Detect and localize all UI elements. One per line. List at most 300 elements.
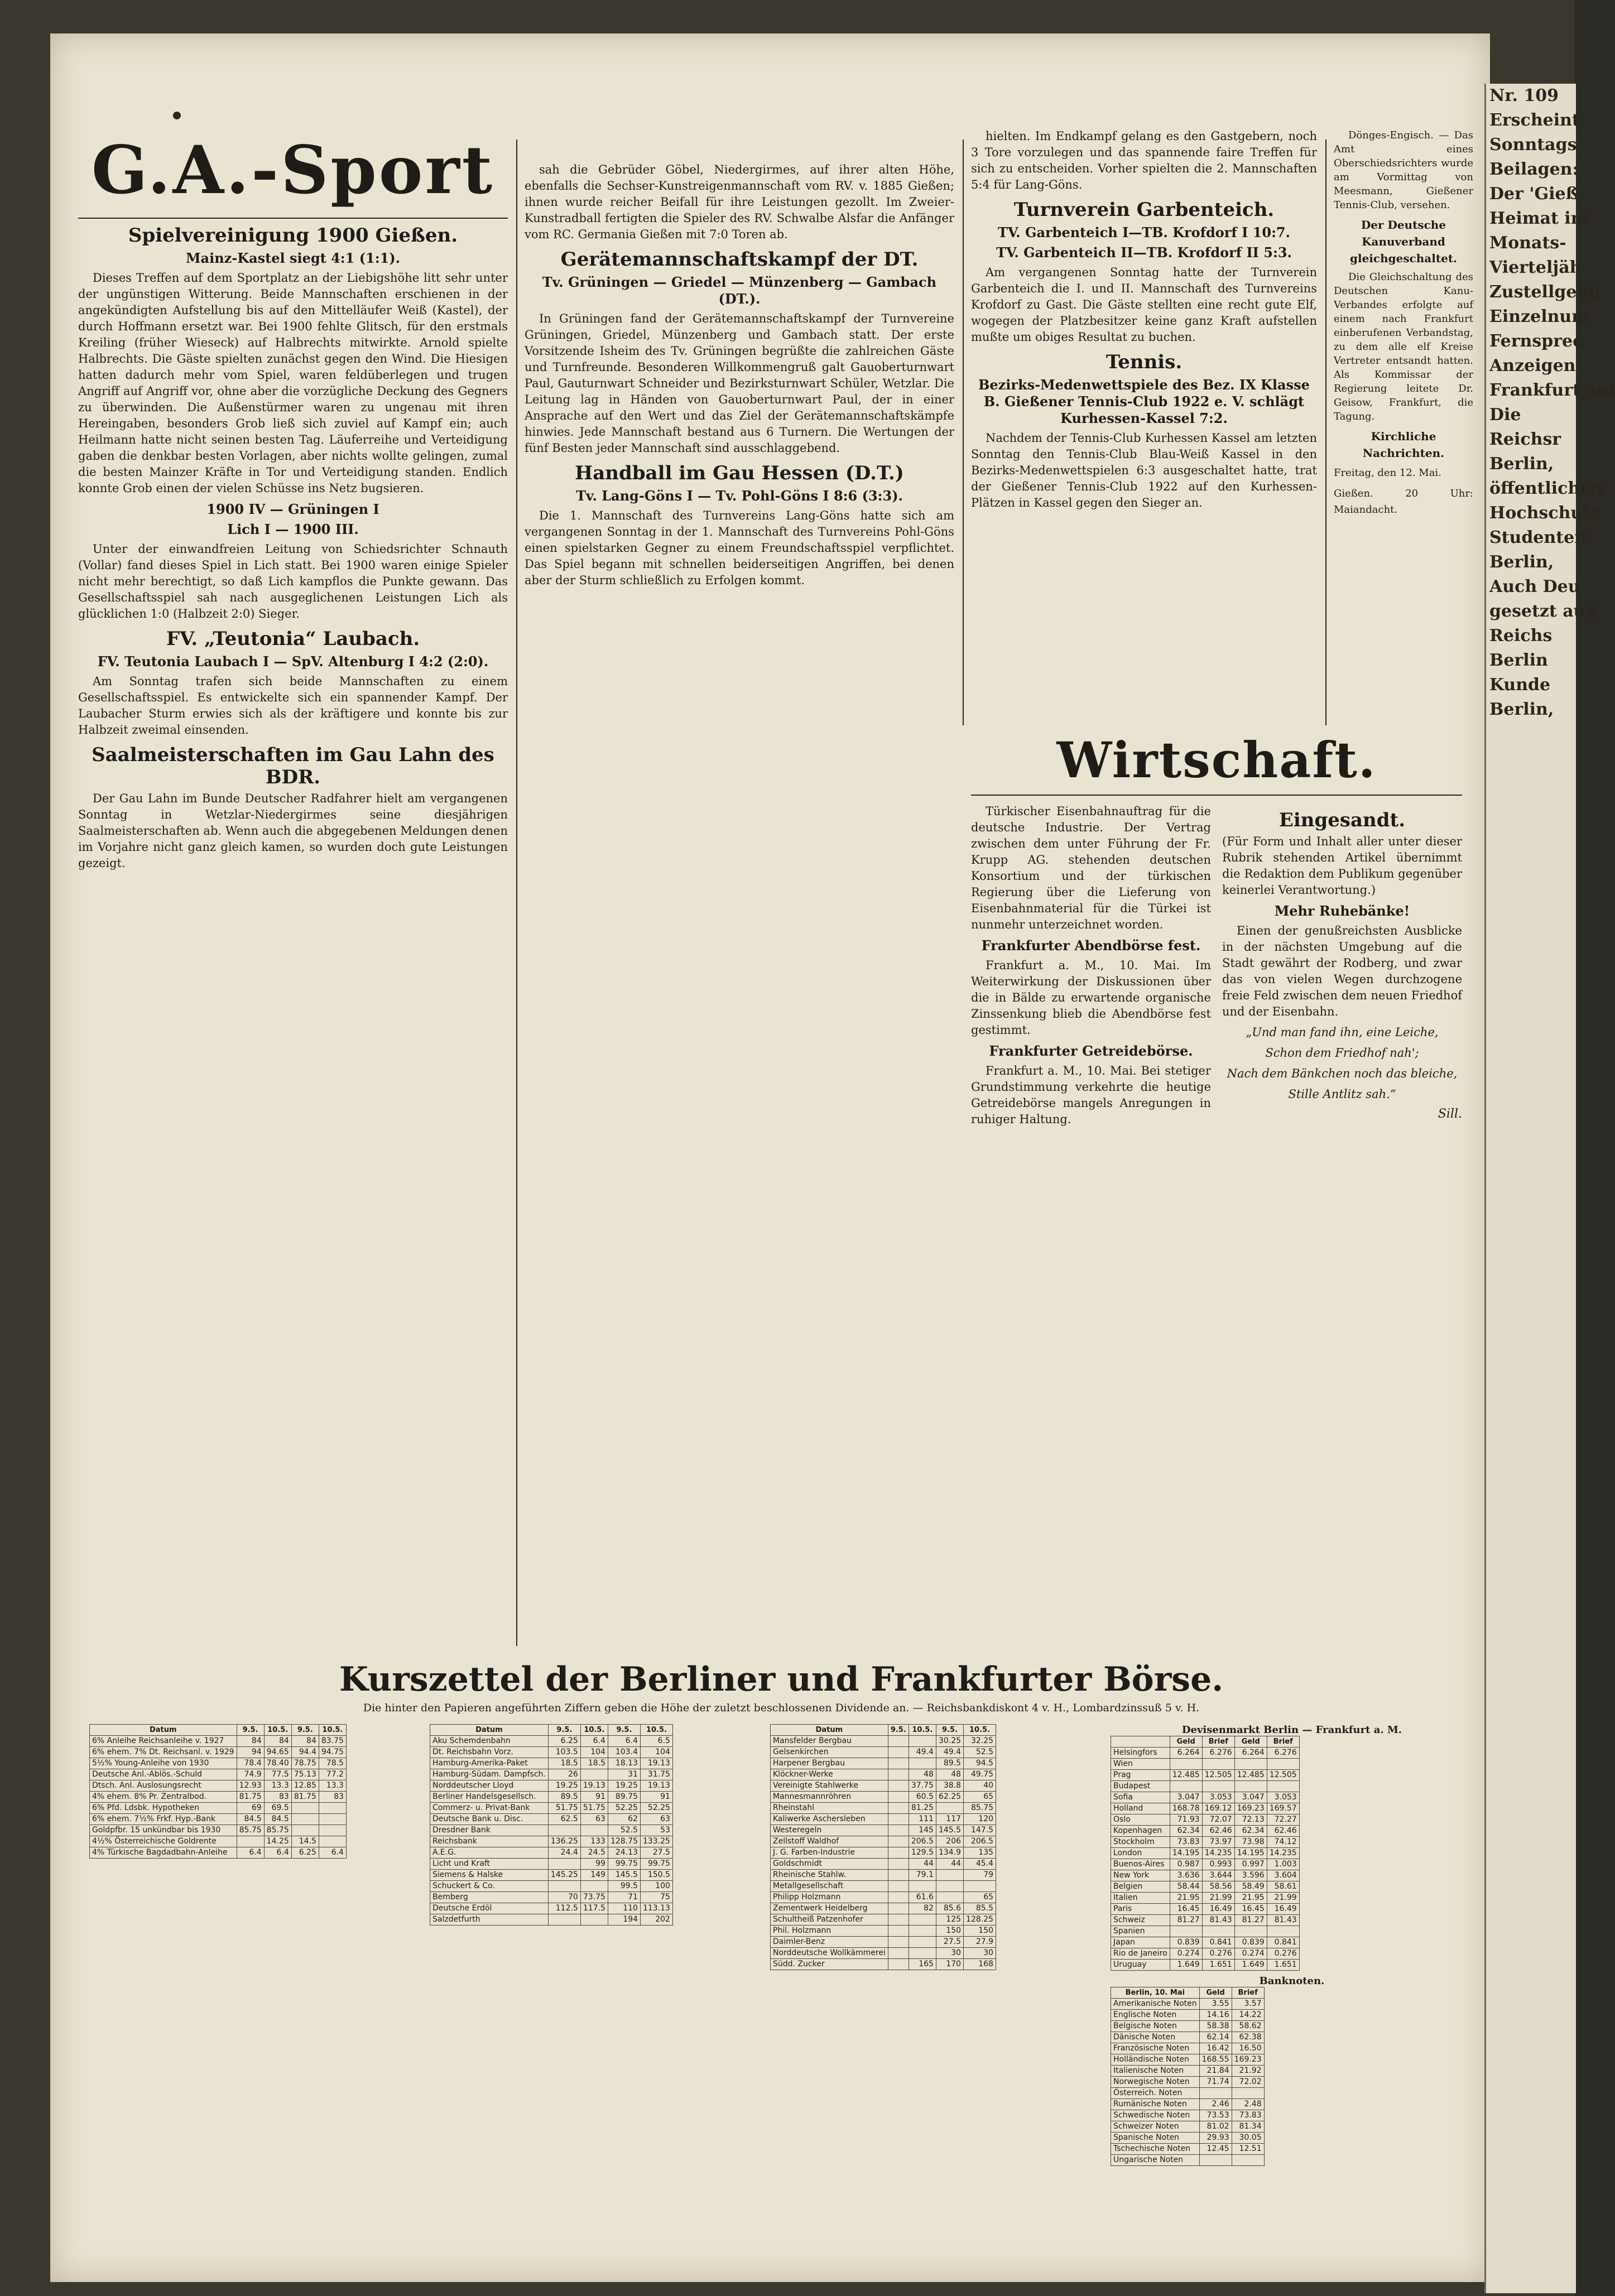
next-page-fragment: Monats- <box>1489 233 1566 253</box>
table-row <box>430 1914 673 1926</box>
price-cell: 79 <box>964 1870 996 1881</box>
price-cell <box>909 1926 936 1937</box>
price-cell: 84.5 <box>237 1814 264 1825</box>
price-cell: 72.27 <box>1267 1814 1299 1826</box>
price-cell: 81.75 <box>291 1792 319 1803</box>
price-cell: 2.48 <box>1232 2099 1264 2110</box>
price-cell <box>1234 1781 1267 1792</box>
price-cell: 99 <box>580 1859 608 1870</box>
table-row <box>1111 1792 1300 1803</box>
price-cell: 58.56 <box>1202 1881 1234 1893</box>
price-cell <box>888 1959 909 1970</box>
security-name: J. G. Farben-Industrie <box>771 1847 888 1859</box>
paragraph: Frankfurt a. M., 10. Mai. Im Weiterwirkung der Diskussionen über die in Bälde zu erwartende organische Zinssenkung blieb die Abendbörse fest gestimmt. <box>971 959 1211 1037</box>
price-cell <box>1202 1781 1234 1792</box>
security-name: Italien <box>1111 1893 1170 1904</box>
table-header-cell: 10.5. <box>580 1725 608 1736</box>
security-name: Kopenhagen <box>1111 1826 1170 1837</box>
price-cell: 81.43 <box>1202 1915 1234 1926</box>
subhead-turnverein-2: TV. Garbenteich II—TB. Krofdorf II 5:3. <box>996 244 1292 261</box>
price-cell <box>1232 2155 1264 2166</box>
price-cell: 52.25 <box>640 1803 672 1814</box>
security-name: A.E.G. <box>430 1847 549 1859</box>
price-cell <box>1170 1759 1202 1770</box>
table-row <box>90 1847 347 1859</box>
price-cell <box>1202 1926 1234 1937</box>
price-cell: 30.05 <box>1232 2133 1264 2144</box>
table-row <box>1111 2010 1265 2021</box>
price-cell: 128.25 <box>964 1914 996 1926</box>
price-cell <box>1199 2088 1232 2099</box>
next-page-fragment: Reichs <box>1489 626 1552 646</box>
price-cell: 129.5 <box>909 1847 936 1859</box>
price-cell: 12.45 <box>1199 2144 1232 2155</box>
table-row <box>771 1937 996 1948</box>
price-cell: 84 <box>291 1736 319 1747</box>
price-cell <box>237 1836 264 1847</box>
price-cell: 26 <box>548 1769 580 1780</box>
price-cell: 62 <box>608 1814 640 1825</box>
table-row <box>771 1814 996 1825</box>
table-row <box>90 1736 347 1747</box>
boerse-subtitle: Die hinter den Papieren angeführten Ziffern geben die Höhe der zuletzt beschlossenen Dividende an. — Reichsbankdiskont 4 v. H., Lombardzinssuß 5 v. H. <box>363 1702 1200 1714</box>
price-cell: 111 <box>909 1814 936 1825</box>
column-4 <box>1334 128 1473 522</box>
price-cell <box>1170 1781 1202 1792</box>
security-name: Goldschmidt <box>771 1859 888 1870</box>
price-cell: 104 <box>640 1747 672 1758</box>
price-cell: 145.25 <box>548 1870 580 1881</box>
price-cell: 58.61 <box>1267 1881 1299 1893</box>
price-cell: 63 <box>580 1814 608 1825</box>
boerse-table-3 <box>770 1724 1105 1970</box>
table-row <box>1111 1814 1300 1826</box>
security-name: Dänische Noten <box>1111 2032 1200 2043</box>
security-name: Helsingfors <box>1111 1748 1170 1759</box>
column-rule <box>1325 139 1326 725</box>
poem-line: Stille Antlitz sah.“ <box>1288 1087 1396 1101</box>
price-cell: 89.75 <box>608 1792 640 1803</box>
price-cell: 62.46 <box>1202 1826 1234 1837</box>
table-row <box>1111 1904 1300 1915</box>
price-cell: 77.2 <box>319 1769 346 1780</box>
paragraph: Frankfurt a. M., 10. Mai. Bei stetiger Grundstimmung verkehrte die heutige Getreidebörse mangels Anregungen in ruhiger Haltung. <box>971 1064 1211 1126</box>
table-header-cell: 9.5. <box>888 1725 909 1736</box>
security-name: Salzdetfurth <box>430 1914 549 1926</box>
price-cell: 169.23 <box>1234 1803 1267 1814</box>
price-cell: 84 <box>264 1736 291 1747</box>
security-name: Belgien <box>1111 1881 1170 1893</box>
table-row <box>1111 1781 1300 1792</box>
price-cell: 1.649 <box>1170 1960 1202 1971</box>
masthead: G.A.-Sport <box>91 131 495 209</box>
security-name: Bemberg <box>430 1892 549 1903</box>
table-row <box>430 1881 673 1892</box>
security-name: 6% ehem. 7½% Frkf. Hyp.-Bank <box>90 1814 237 1825</box>
security-name: Belgische Noten <box>1111 2021 1200 2032</box>
paragraph: Die Gleichschaltung des Deutschen Kanu-Verbandes erfolgte auf einem nach Frankfurt einberufenen Verbandstag, zu dem alle elf Kreise Vertreter entsandt hatten. Als Kommissar der Regierung leitete Dr. Geisow, Frankfurt, die Tagung. <box>1334 271 1473 422</box>
next-page-fragment: Auch Deu <box>1489 577 1580 596</box>
price-cell: 3.047 <box>1170 1792 1202 1803</box>
price-cell: 94.5 <box>964 1758 996 1769</box>
price-cell: 14.22 <box>1232 2010 1264 2021</box>
subhead-handball: Tv. Lang-Göns I — Tv. Pohl-Göns I 8:6 (3:3). <box>576 488 903 504</box>
price-cell <box>909 1914 936 1926</box>
price-cell: 38.8 <box>936 1780 963 1792</box>
price-cell <box>888 1769 909 1780</box>
banknoten-title: Banknoten. <box>1259 1975 1325 1987</box>
table-row <box>1111 1748 1300 1759</box>
security-name: 4% Türkische Bagdadbahn-Anleihe <box>90 1847 237 1859</box>
price-cell: 65 <box>964 1792 996 1803</box>
table-row <box>1111 2121 1265 2133</box>
next-page-fragment: öffentlichen <box>1489 479 1603 498</box>
price-cell: 29.93 <box>1199 2133 1232 2144</box>
price-cell: 12.485 <box>1234 1770 1267 1781</box>
price-cell: 24.4 <box>548 1847 580 1859</box>
price-cell <box>319 1803 346 1814</box>
price-cell: 94 <box>237 1747 264 1758</box>
security-name: Schultheiß Patzenhofer <box>771 1914 888 1926</box>
kirche-time: Gießen. 20 Uhr: Maiandacht. <box>1334 488 1473 516</box>
price-cell: 21.95 <box>1170 1893 1202 1904</box>
table-devisen <box>1111 1736 1300 1971</box>
security-name: Hamburg-Südam. Dampfsch. <box>430 1769 549 1780</box>
price-cell <box>888 1780 909 1792</box>
next-page-fragment: Studenten <box>1489 528 1587 547</box>
newspaper-page <box>50 33 1490 2282</box>
table-header-row <box>90 1725 347 1736</box>
price-cell: 21.92 <box>1232 2066 1264 2077</box>
price-cell: 14.195 <box>1234 1848 1267 1859</box>
boerse-title: Kurszettel der Berliner und Frankfurter Börse. <box>339 1660 1224 1699</box>
price-cell: 147.5 <box>964 1825 996 1836</box>
price-cell <box>580 1914 608 1926</box>
table-row <box>430 1780 673 1792</box>
security-name: 5½% Young-Anleihe von 1930 <box>90 1758 237 1769</box>
price-cell: 6.4 <box>319 1847 346 1859</box>
table-row <box>430 1847 673 1859</box>
price-cell: 13.3 <box>264 1780 291 1792</box>
price-cell: 133 <box>580 1836 608 1847</box>
price-cell: 128.75 <box>608 1836 640 1847</box>
price-cell: 27.5 <box>640 1847 672 1859</box>
security-name: Rio de Janeiro <box>1111 1948 1170 1960</box>
column-1 <box>78 128 508 876</box>
price-cell <box>291 1825 319 1836</box>
price-cell <box>1267 1781 1299 1792</box>
table-row <box>1111 2099 1265 2110</box>
price-cell: 81.43 <box>1267 1915 1299 1926</box>
price-cell: 79.1 <box>909 1870 936 1881</box>
price-cell: 62.34 <box>1234 1826 1267 1837</box>
next-page-fragment: Erscheint <box>1489 110 1580 130</box>
price-cell <box>548 1881 580 1892</box>
price-cell <box>291 1803 319 1814</box>
table-row <box>771 1825 996 1836</box>
paragraph: Türkischer Eisenbahnauftrag für die deutsche Industrie. Der Vertrag zwischen dem unter Führung der Fr. Krupp AG. stehenden deutschen Konsortium und der türkischen Regierung über die Lieferung von Eisenbahnmaterial für die Türkei ist nunmehr unterzeichnet worden. <box>971 805 1211 931</box>
security-name: London <box>1111 1848 1170 1859</box>
paragraph: Einen der genußreichsten Ausblicke in der nächsten Umgebung auf die Stadt gewährt der Rodberg, und zwar das von vielen Wegen durchzogene freie Feld zwischen dem neuen Friedhof und der Eisenbahn. <box>1222 924 1462 1018</box>
next-page-fragment: Berlin <box>1489 651 1548 670</box>
table-row <box>1111 1893 1300 1904</box>
table-row <box>90 1758 347 1769</box>
security-name: Schweiz <box>1111 1915 1170 1926</box>
boerse-table-4 <box>1111 1724 1473 2166</box>
security-name: Reichsbank <box>430 1836 549 1847</box>
security-name: Mannesmannröhren <box>771 1792 888 1803</box>
price-cell: 94.4 <box>291 1747 319 1758</box>
price-cell: 19.13 <box>640 1780 672 1792</box>
price-cell: 1.651 <box>1267 1960 1299 1971</box>
table-row <box>430 1736 673 1747</box>
price-cell: 27.9 <box>964 1937 996 1948</box>
price-cell: 145.5 <box>936 1825 963 1836</box>
table-header-cell: Datum <box>771 1725 888 1736</box>
price-cell: 120 <box>964 1814 996 1825</box>
price-cell: 78.40 <box>264 1758 291 1769</box>
price-cell: 3.57 <box>1232 1999 1264 2010</box>
price-cell <box>936 1870 963 1881</box>
headline-abendboerse: Frankfurter Abendbörse fest. <box>981 937 1201 954</box>
price-cell: 13.3 <box>319 1780 346 1792</box>
price-cell: 145.5 <box>608 1870 640 1881</box>
security-name: Licht und Kraft <box>430 1859 549 1870</box>
price-cell: 150 <box>964 1926 996 1937</box>
security-name: Norddeutsche Wollkämmerei <box>771 1948 888 1959</box>
price-cell: 21.99 <box>1267 1893 1299 1904</box>
wirtschaft-title: Wirtschaft. <box>1056 731 1377 789</box>
price-cell: 44 <box>909 1859 936 1870</box>
security-name: Vereinigte Stahlwerke <box>771 1780 888 1792</box>
table-row <box>771 1847 996 1859</box>
price-cell: 170 <box>936 1959 963 1970</box>
price-cell: 21.99 <box>1202 1893 1234 1904</box>
table-header-cell: 9.5. <box>936 1725 963 1736</box>
headline-handball: Handball im Gau Hessen (D.T.) <box>575 462 904 484</box>
table-header-cell <box>1111 1736 1170 1748</box>
price-cell: 19.13 <box>640 1758 672 1769</box>
next-page-fragment: Hochschule <box>1489 503 1600 523</box>
security-name: Sofia <box>1111 1792 1170 1803</box>
column-3 <box>971 128 1317 516</box>
price-cell: 73.53 <box>1199 2110 1232 2121</box>
security-name: Englische Noten <box>1111 2010 1200 2021</box>
price-cell: 81.27 <box>1234 1915 1267 1926</box>
price-cell: 62.38 <box>1232 2032 1264 2043</box>
price-cell: 12.51 <box>1232 2144 1264 2155</box>
subhead-ruhebaenke: Mehr Ruhebänke! <box>1274 903 1410 919</box>
price-cell: 16.49 <box>1267 1904 1299 1915</box>
price-cell: 85.75 <box>964 1803 996 1814</box>
security-name: Deutsche Erdöl <box>430 1903 549 1914</box>
price-cell: 14.235 <box>1202 1848 1234 1859</box>
table-row <box>90 1825 347 1836</box>
table-row <box>90 1780 347 1792</box>
table-header-row <box>1111 1736 1300 1748</box>
security-name: Holländische Noten <box>1111 2054 1200 2066</box>
table-row <box>430 1892 673 1903</box>
boerse-table-2 <box>430 1724 765 1926</box>
security-name: Harpener Bergbau <box>771 1758 888 1769</box>
price-cell: 72.02 <box>1232 2077 1264 2088</box>
price-cell: 14.16 <box>1199 2010 1232 2021</box>
next-page-fragment: Heimat im <box>1489 209 1589 228</box>
column-rule <box>963 139 964 725</box>
price-cell <box>936 1881 963 1892</box>
price-cell <box>319 1825 346 1836</box>
security-name: 4% ehem. 8% Pr. Zentralbod. <box>90 1792 237 1803</box>
price-cell: 194 <box>608 1914 640 1926</box>
paragraph: Am Sonntag trafen sich beide Mannschaften zu einem Gesellschaftsspiel. Es entwickelte sich ein spannender Kampf. Der Laubacher Sturm erwies sich als der kräftigere und konnte bis zur Halbzeit zweimal einsenden. <box>78 675 508 737</box>
price-cell <box>909 1937 936 1948</box>
table-row <box>771 1780 996 1792</box>
table-aktien-1 <box>430 1724 673 1926</box>
security-name: Mansfelder Bergbau <box>771 1736 888 1747</box>
price-cell: 75.13 <box>291 1769 319 1780</box>
price-cell: 83 <box>264 1792 291 1803</box>
table-row <box>1111 1848 1300 1859</box>
table-row <box>1111 2077 1265 2088</box>
price-cell: 51.75 <box>548 1803 580 1814</box>
price-cell <box>964 1881 996 1892</box>
price-cell: 169.12 <box>1202 1803 1234 1814</box>
table-row <box>430 1803 673 1814</box>
table-row <box>771 1926 996 1937</box>
security-name: Schweizer Noten <box>1111 2121 1200 2133</box>
price-cell: 3.596 <box>1234 1870 1267 1881</box>
security-name: Dt. Reichsbahn Vorz. <box>430 1747 549 1758</box>
table-header-cell: Brief <box>1267 1736 1299 1748</box>
price-cell <box>888 1747 909 1758</box>
price-cell <box>319 1814 346 1825</box>
price-cell <box>1267 1926 1299 1937</box>
column-2 <box>525 162 954 593</box>
price-cell: 74.12 <box>1267 1837 1299 1848</box>
price-cell: 75 <box>640 1892 672 1903</box>
poem-line: Schon dem Friedhof nah'; <box>1265 1046 1419 1060</box>
next-page-fragment: Die <box>1489 405 1521 425</box>
price-cell: 168.55 <box>1199 2054 1232 2066</box>
table-header-cell: Brief <box>1232 1987 1264 1999</box>
price-cell: 12.485 <box>1170 1770 1202 1781</box>
security-name: Ungarische Noten <box>1111 2155 1200 2166</box>
table-row <box>771 1959 996 1970</box>
price-cell: 69 <box>237 1803 264 1814</box>
price-cell: 82 <box>909 1903 936 1914</box>
security-name: Schwedische Noten <box>1111 2110 1200 2121</box>
signature: Sill. <box>1438 1107 1462 1121</box>
price-cell: 0.841 <box>1202 1937 1234 1948</box>
headline-tennis: Tennis. <box>1105 351 1183 373</box>
price-cell: 58.62 <box>1232 2021 1264 2032</box>
price-cell <box>909 1758 936 1769</box>
price-cell: 125 <box>936 1914 963 1926</box>
security-name: Zementwerk Heidelberg <box>771 1903 888 1914</box>
price-cell: 73.83 <box>1170 1837 1202 1848</box>
price-cell: 16.50 <box>1232 2043 1264 2054</box>
price-cell: 133.25 <box>640 1836 672 1847</box>
table-row <box>1111 2021 1265 2032</box>
subhead-gruen: 1900 IV — Grüningen I <box>206 501 379 517</box>
paragraph: In Grüningen fand der Gerätemannschaftskampf der Turnvereine Grüningen, Griedel, Münzenberg und Gambach statt. Der erste Vorsitzende Isheim des Tv. Grüningen begrüßte die zahlreichen Gäste und Turnfreunde. Besonderen Willkommengruß galt Gauoberturnwart Paul, Gauturnwart Schneider und Bezirksturnwart Schüler, Wetzlar. Die Leitung lag in Händen von Gauoberturnwart Paul, der in einer Ansprache auf den Wert und das Ziel der Gerätemannschaftskämpfe hinwies. Jede Mannschaft bestand aus 6 Turnern. Die Wertungen der fünf Besten jeder Mannschaft sind ausschlaggebend. <box>525 312 954 455</box>
price-cell: 58.49 <box>1234 1881 1267 1893</box>
price-cell: 16.45 <box>1234 1904 1267 1915</box>
paragraph: Dieses Treffen auf dem Sportplatz an der Liebigshöhe litt sehr unter der ungünstigen Witterung. Beide Mannschaften erschienen in der angekündigten Aufstellung bis auf den Mittelläufer Weiß (Kastel), der durch Hoffmann ersetzt war. Bei 1900 fehlte Glitsch, für den erstmals Kreiling (früher Wieseck) auf Halbrechts mitwirkte. Arnold spielte Halbrechts. Die Gäste spielten zunächst gegen den Wind. Die Hiesigen hatten dadurch mehr vom Spiel, waren feldüberlegen und trugen Angriff auf Angriff vor, ohne aber die vorzügliche Deckung des Gegners zu überwinden. Die Außenstürmer waren zu ungenau mit ihren Hereingaben, besonders Grob ließ sich zuviel auf Kampf ein; auch Heilmann hatte nicht seinen besten Tag. Läuferreihe und Verteidigung gaben die denkbar besten Vorlagen, aber nichts wollte gelingen, zumal die besten Mainzer Kräfte in Tor und Verteidigung standen. Endlich konnte Grob einen der vielen Schüsse ins Netz bugsieren. <box>78 271 508 495</box>
price-cell: 149 <box>580 1870 608 1881</box>
price-cell: 6.25 <box>291 1847 319 1859</box>
price-cell <box>888 1859 909 1870</box>
table-row <box>771 1914 996 1926</box>
security-name: Commerz- u. Privat-Bank <box>430 1803 549 1814</box>
price-cell: 18.13 <box>608 1758 640 1769</box>
price-cell: 52.5 <box>608 1825 640 1836</box>
table-header-cell: Geld <box>1199 1987 1232 1999</box>
rule <box>971 795 1462 796</box>
price-cell <box>1234 1759 1267 1770</box>
price-cell: 31.75 <box>640 1769 672 1780</box>
price-cell <box>1170 1926 1202 1937</box>
price-cell: 52.5 <box>964 1747 996 1758</box>
security-name: Prag <box>1111 1770 1170 1781</box>
price-cell: 89.5 <box>548 1792 580 1803</box>
security-name: Oslo <box>1111 1814 1170 1826</box>
price-cell: 32.25 <box>964 1736 996 1747</box>
security-name: Holland <box>1111 1803 1170 1814</box>
next-page-fragment: Berlin, <box>1489 552 1554 572</box>
price-cell: 14.195 <box>1170 1848 1202 1859</box>
paragraph: sah die Gebrüder Göbel, Niedergirmes, auf ihrer alten Höhe, ebenfalls die Sechser-Kunstreigenmannschaft vom RV. v. 1885 Gießen; ihnen wurde reicher Beifall für ihre Leistungen gezollt. Im Zweier-Kunstradball fertigten die Spieler des RV. Schwalbe Alsfar die Anfänger vom RC. Germania Gießen mit 7:0 Toren ab. <box>525 163 954 241</box>
paragraph: Am vergangenen Sonntag hatte der Turnverein Garbenteich die I. und II. Mannschaft des Turnvereins Krofdorf zu Gast. Die Gäste stellten eine recht gute Elf, wogegen der Platzbesitzer keine ganz Kraft aufstellen mußte um obiges Resultat zu buchen. <box>971 266 1317 344</box>
price-cell: 206.5 <box>964 1836 996 1847</box>
price-cell <box>580 1825 608 1836</box>
security-name: Dresdner Bank <box>430 1825 549 1836</box>
price-cell: 168 <box>964 1959 996 1970</box>
wirtschaft-right <box>1222 803 1462 1121</box>
table-row <box>1111 1837 1300 1848</box>
price-cell <box>1202 1759 1234 1770</box>
price-cell: 6.264 <box>1234 1748 1267 1759</box>
table-row <box>1111 1999 1265 2010</box>
price-cell: 169.57 <box>1267 1803 1299 1814</box>
price-cell: 0.997 <box>1234 1859 1267 1870</box>
price-cell <box>888 1926 909 1937</box>
table-header-cell: Datum <box>430 1725 549 1736</box>
poem-line: Nach dem Bänkchen noch das bleiche, <box>1227 1067 1458 1080</box>
table-row <box>771 1892 996 1903</box>
price-cell: 30 <box>936 1948 963 1959</box>
price-cell: 135 <box>964 1847 996 1859</box>
table-header-cell: Datum <box>90 1725 237 1736</box>
next-page-fragment: Berlin, <box>1489 454 1554 474</box>
price-cell: 206.5 <box>909 1836 936 1847</box>
price-cell <box>936 1803 963 1814</box>
price-cell: 0.276 <box>1202 1948 1234 1960</box>
table-row <box>771 1903 996 1914</box>
security-name: Stockholm <box>1111 1837 1170 1848</box>
next-page-fragment: Sonntags <box>1489 135 1577 155</box>
price-cell: 0.839 <box>1170 1937 1202 1948</box>
price-cell: 62.25 <box>936 1792 963 1803</box>
price-cell: 77.5 <box>264 1769 291 1780</box>
price-cell: 3.053 <box>1202 1792 1234 1803</box>
price-cell: 202 <box>640 1914 672 1926</box>
price-cell: 145 <box>909 1825 936 1836</box>
security-name: 4½% Österreichische Goldrente <box>90 1836 237 1847</box>
price-cell: 72.13 <box>1234 1814 1267 1826</box>
table-row <box>90 1747 347 1758</box>
table-row <box>1111 2032 1265 2043</box>
